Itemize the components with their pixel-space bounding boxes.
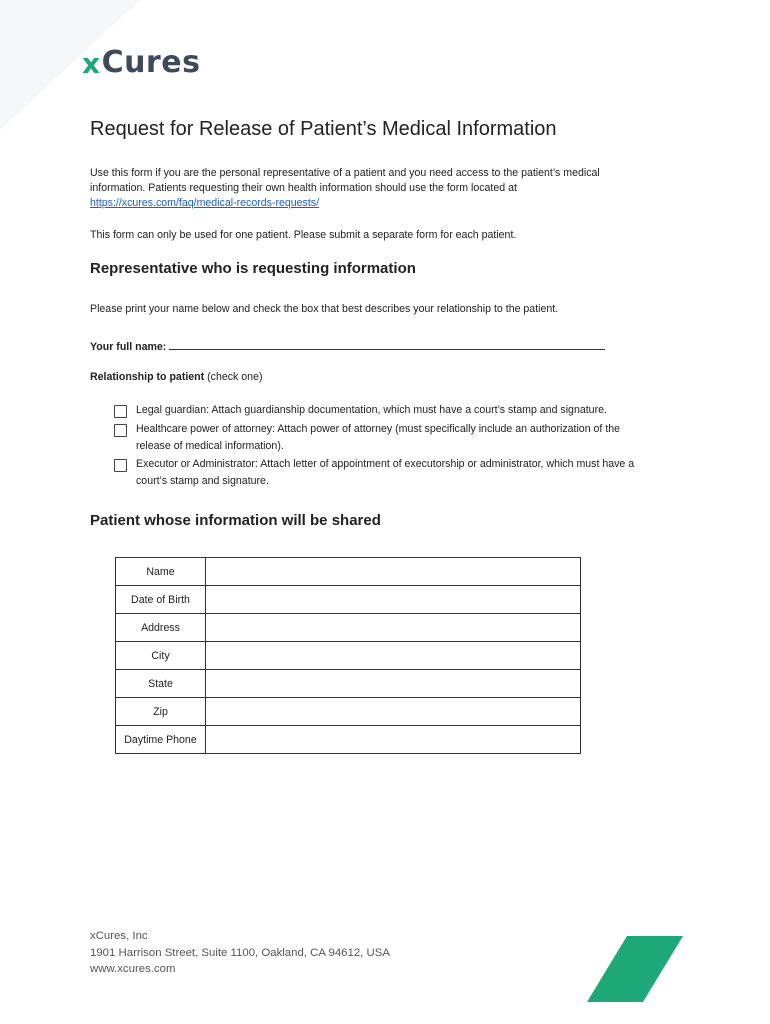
medical-records-link[interactable]: https://xcures.com/faq/medical-records-requests/ (90, 197, 320, 209)
table-row (116, 586, 581, 614)
intro-paragraph (90, 166, 670, 211)
footer-address: 1901 Harrison Street, Suite 1100, Oakland, CA 94612, USA (90, 946, 390, 959)
xcures-logo (82, 45, 200, 80)
name-field[interactable] (206, 558, 581, 586)
field-label: Address (116, 614, 206, 642)
patient-info-table (115, 557, 581, 754)
address-field[interactable] (206, 614, 581, 642)
footer-website: www.xcures.com (90, 963, 176, 975)
relationship-row (90, 370, 670, 385)
option-text-cont: release of medical information). (136, 440, 284, 452)
option-text: Executor or Administrator: Attach letter of appointment of executorship or administrator, which must have a (136, 458, 635, 470)
field-label: Zip (116, 698, 206, 726)
patient-heading: Patient whose information will be shared (90, 512, 381, 529)
footer-company: xCures, Inc (90, 930, 148, 942)
full-name-input-line[interactable] (169, 339, 605, 350)
legal-guardian-checkbox[interactable] (114, 405, 127, 418)
table-row (116, 614, 581, 642)
intro-line-1: Use this form if you are the personal representative of a patient and you need access to the patient’s medical (90, 167, 600, 179)
field-label: State (116, 670, 206, 698)
field-label: Daytime Phone (116, 726, 206, 754)
logo-text: Cures (101, 45, 201, 80)
option-text: Legal guardian: Attach guardianship documentation, which must have a court’s stamp and signature. (136, 404, 607, 416)
executor-checkbox[interactable] (114, 459, 127, 472)
table-row (116, 698, 581, 726)
city-field[interactable] (206, 642, 581, 670)
full-name-label: Your full name: (90, 341, 167, 353)
field-label: Name (116, 558, 206, 586)
power-of-attorney-checkbox[interactable] (114, 424, 127, 437)
green-stripe-graphic (585, 934, 685, 1004)
option-text: Healthcare power of attorney: Attach power of attorney (must specifically include an authorization of the (136, 423, 621, 435)
table-row (116, 670, 581, 698)
relationship-hint: (check one) (207, 371, 263, 383)
state-field[interactable] (206, 670, 581, 698)
table-row (116, 642, 581, 670)
zip-field[interactable] (206, 698, 581, 726)
relationship-label: Relationship to patient (90, 371, 205, 383)
intro-line-2: information. Patients requesting their own health information should use the form located at (90, 182, 517, 194)
page-title: Request for Release of Patient’s Medical Information (90, 118, 557, 140)
daytime-phone-field[interactable] (206, 726, 581, 754)
option-legal-guardian (114, 404, 684, 419)
representative-heading: Representative who is requesting information (90, 260, 416, 277)
table-row (116, 558, 581, 586)
option-power-of-attorney (114, 423, 684, 455)
date-of-birth-field[interactable] (206, 586, 581, 614)
field-label: City (116, 642, 206, 670)
option-executor (114, 458, 684, 490)
logo-x: x (82, 47, 101, 80)
table-row (116, 726, 581, 754)
full-name-row (90, 339, 670, 355)
footer (90, 928, 390, 978)
option-text-cont: court’s stamp and signature. (136, 475, 269, 487)
field-label: Date of Birth (116, 586, 206, 614)
representative-instruction: Please print your name below and check the box that best describes your relationship to the patient. (90, 303, 559, 315)
one-patient-note: This form can only be used for one patient. Please submit a separate form for each patient. (90, 229, 517, 241)
